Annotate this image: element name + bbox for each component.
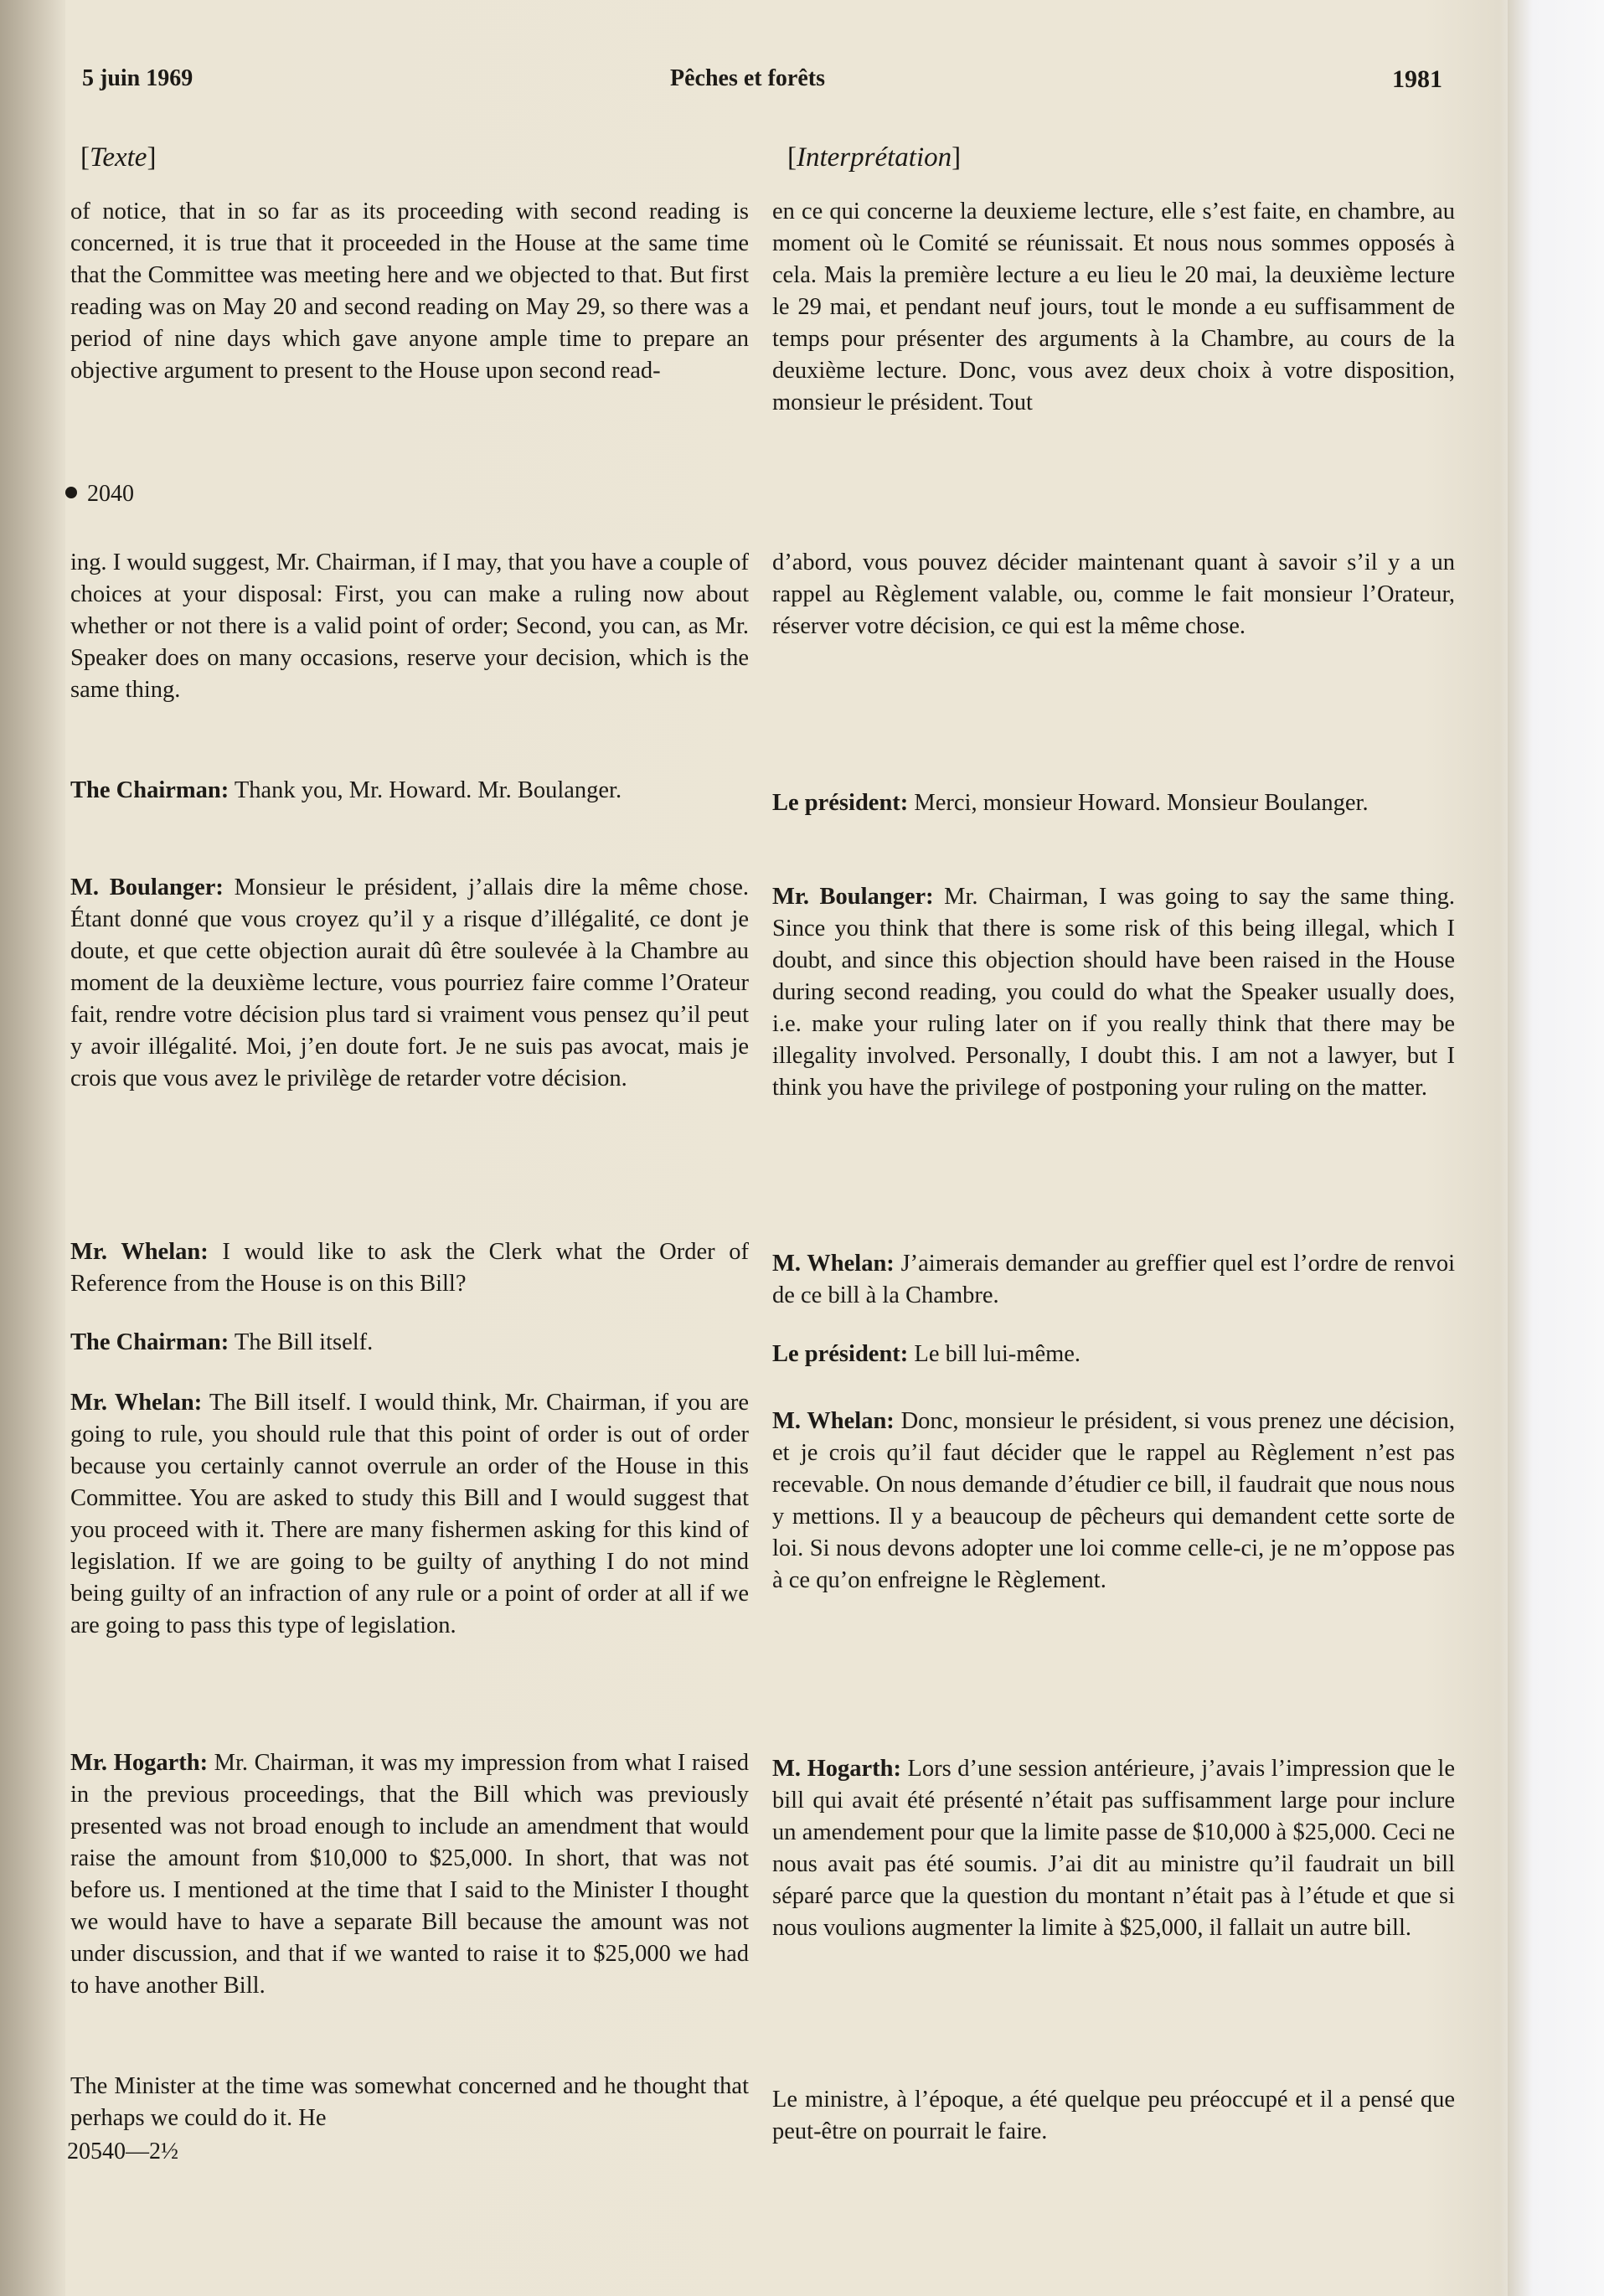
right-paragraph-6 [772, 1339, 1455, 1370]
page-number: 1981 [1392, 65, 1442, 93]
time-marker-text: 2040 [87, 481, 134, 507]
left-paragraph-6 [70, 1327, 749, 1359]
left-paragraph-1 [70, 196, 749, 387]
speech-text: Mr. Chairman, it was my impression from what I raised in the previous proceedings, that the Bill which was previously presented was not broad enough to include an amendment that would raise the amount from $10,000 to $25,000. In short, that was not before us. I mentioned at the time that I said to the Minister I thought we would have to have a separate Bill because the amount was not under discussion, and that if we wanted to raise it to $25,000 we had to have another Bill. [70, 1750, 749, 1999]
speaker-label: Mr. Boulanger: [772, 884, 934, 910]
right-paragraph-2-text: d’abord, vous pouvez décider maintenant quant à savoir s’il y a un rappel au Règlement valable, ou, comme le fait monsieur l’Orateur, réserver votre décision, ce qui est la même chose. [772, 549, 1455, 639]
left-paragraph-2 [70, 547, 749, 706]
column-label-right-text: Interprétation [797, 142, 952, 173]
speech-text: Lors d’une session antérieure, j’avais l’impression que le bill qui avait été présenté n’était pas suffisamment large pour inclure un amendement pour que la limite passe de $10,000 à $25,000. Ceci ne nous avait pas été soumis. J’ai dit au ministre qu’il faudrait un bill séparé parce que la question du montant n’était pas à l’étude et que si nous voulions augmenter la limite à $25,000, il fallait un autre bill. [772, 1756, 1455, 1941]
bullet-icon [65, 487, 77, 498]
speech-text: Thank you, Mr. Howard. Mr. Boulanger. [229, 777, 622, 803]
left-paragraph-2-text: ing. I would suggest, Mr. Chairman, if I may, that you have a couple of choices at your disposal: First, you can make a ruling now about whether or not there is a valid point of order; Second, you can, as Mr. Speaker does on many occasions, reserve your decision, which is the same thing. [70, 549, 749, 703]
left-paragraph-9-text: The Minister at the time was somewhat concerned and he thought that perhaps we could do it. He [70, 2073, 749, 2131]
left-paragraph-4 [70, 872, 749, 1095]
speech-text: Merci, monsieur Howard. Monsieur Boulanger. [908, 790, 1369, 816]
header-date: 5 juin 1969 [82, 65, 193, 91]
left-paragraph-1-text: of notice, that in so far as its proceeding with second reading is concerned, it is true that it proceeded in the House at the same time that the Committee was meeting here and we objected to that. But first reading was on May 20 and second reading on May 29, so there was a period of nine days which gave anyone ample time to prepare an objective argument to present to the House upon second read- [70, 199, 749, 384]
page-edge [1508, 0, 1604, 2296]
right-paragraph-7 [772, 1406, 1455, 1597]
column-label-left: [Texte] [80, 142, 157, 173]
speaker-label: Le président: [772, 1341, 909, 1367]
speech-text: The Bill itself. [229, 1329, 374, 1355]
right-paragraph-9-text: Le ministre, à l’époque, a été quelque peu préoccupé et il a pensé que peut-être on pourrait le faire. [772, 2087, 1455, 2144]
speaker-label: M. Boulanger: [70, 875, 224, 900]
speech-text: J’aimerais demander au greffier quel est l’ordre de renvoi de ce bill à la Chambre. [772, 1251, 1455, 1308]
speaker-label: Mr. Hogarth: [70, 1750, 209, 1776]
speaker-label: M. Hogarth: [772, 1756, 901, 1782]
right-paragraph-9 [772, 2084, 1455, 2148]
speech-text: Donc, monsieur le président, si vous prenez une décision, et je crois qu’il faut décider que le rappel au Règlement n’est pas recevable. On nous demande d’étudier ce bill, il faudrait que nous nous y mettions. Il y a beaucoup de pêcheurs qui demandent cette sorte de loi. Si nous devons adopter une loi comme celle-ci, je ne m’oppose pas à ce qu’on enfreigne le Règlement. [772, 1408, 1455, 1593]
speaker-label: The Chairman: [70, 777, 230, 803]
book-spine-shadow [0, 0, 65, 2296]
left-paragraph-9 [70, 2071, 749, 2134]
right-paragraph-1-text: en ce qui concerne la deuxieme lecture, elle s’est faite, en chambre, au moment où le Comité se réunissait. Et nous nous sommes opposés à cela. Mais la première lecture a eu lieu le 20 mai, la deuxième lecture le 29 mai, et pendant neuf jours, tout le monde a eu suffisamment de temps pour présenter des arguments à la Chambre, au cours de la deuxième lecture. Donc, vous avez deux choix à votre disposition, monsieur le président. Tout [772, 199, 1455, 415]
speech-text: Monsieur le président, j’allais dire la même chose. Étant donné que vous croyez qu’il y a risque d’illégalité, ce dont je doute, et que cette objection aurait dû être soulevée à la Chambre au moment de la deuxième lecture, vous pourriez faire comme l’Orateur fait, rendre votre décision plus tard si vraiment vous pensez qu’il peut y avoir illégalité. Moi, j’en doute fort. Je ne suis pas avocat, mais je crois que vous avez le privilège de retarder votre décision. [70, 875, 749, 1091]
column-label-right: [Interprétation] [787, 142, 962, 173]
right-paragraph-3 [772, 787, 1455, 819]
printer-code: 20540—2½ [67, 2139, 178, 2164]
speech-text: The Bill itself. I would think, Mr. Chairman, if you are going to rule, you should rule that this point of order is out of order because you certainly cannot overrule an order of the House in this Committee. You are asked to study this Bill and I would suggest that you proceed with it. There are many fishermen asking for this kind of legislation. If we are going to be guilty of anything I do not mind being guilty of an infraction of any rule or a point of order at all if we are going to pass this type of legislation. [70, 1390, 749, 1638]
speech-text: Mr. Chairman, I was going to say the same thing. Since you think that there is some risk of this being illegal, which I doubt, and since this objection should have been raised in the House during second reading, you could do what the Speaker usually does, i.e. make your ruling later on if you really think that there may be illegality involved. Personally, I doubt this. I am not a lawyer, but I think you have the privilege of postponing your ruling on the matter. [772, 884, 1455, 1101]
right-paragraph-8 [772, 1753, 1455, 1944]
speech-text: I would like to ask the Clerk what the Order of Reference from the House is on this Bill? [70, 1239, 749, 1297]
left-paragraph-5 [70, 1236, 749, 1300]
speaker-label: Mr. Whelan: [70, 1239, 209, 1265]
left-paragraph-3 [70, 775, 749, 807]
left-paragraph-7 [70, 1387, 749, 1642]
column-label-left-text: Texte [90, 142, 147, 173]
right-paragraph-1 [772, 196, 1455, 419]
speaker-label: M. Whelan: [772, 1408, 895, 1434]
time-marker [65, 481, 134, 508]
speaker-label: Le président: [772, 790, 909, 816]
speaker-label: M. Whelan: [772, 1251, 895, 1277]
right-paragraph-4 [772, 881, 1455, 1104]
speaker-label: The Chairman: [70, 1329, 230, 1355]
speech-text: Le bill lui-même. [908, 1341, 1081, 1367]
left-paragraph-8 [70, 1747, 749, 2002]
header-title: Pêches et forêts [670, 65, 826, 91]
speaker-label: Mr. Whelan: [70, 1390, 203, 1416]
right-paragraph-2 [772, 547, 1455, 642]
right-paragraph-5 [772, 1248, 1455, 1312]
